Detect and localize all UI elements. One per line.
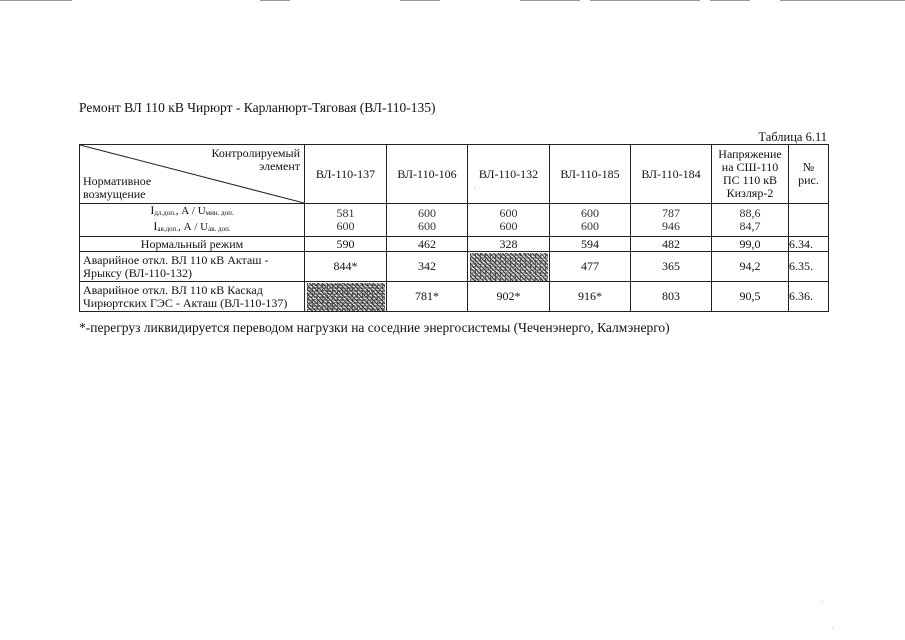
limits-label: $I_{дл.доп.}$, А / $U_{мин. доп.}$ $I_{ав.доп.}$, А / $U_{ав. доп.}$ [80,204,305,237]
figure-number-cell: 6.35. [789,252,829,282]
scan-speck [822,601,823,602]
row-label: Аварийное откл. ВЛ 110 кВ Каскад Чирюртских ГЭС - Акташ (ВЛ-110-137) [80,282,305,312]
limit-voltage-cell: 88,6 84,7 [712,204,789,237]
limits-row [80,204,829,237]
results-table [79,144,829,312]
value-cell: 342 [387,252,468,282]
table-row [80,237,829,252]
value-cell: 462 [387,237,468,252]
table-row [80,282,829,312]
scan-edge-rule [260,0,290,1]
disconnected-element-cell [468,252,550,282]
scan-speck [832,628,833,629]
scan-edge-rule [780,0,905,1]
figure-number-cell: 6.34. [789,237,829,252]
disturbance-label: Нормативное возмущение [83,174,152,201]
voltage-header: Напряжение на СШ-110 ПС 110 кВ Кизляр-2 [712,145,789,204]
column-header: ВЛ-110-106 [387,145,468,204]
scan-edge-rule [520,0,580,1]
scan-edge-rule [0,0,72,1]
row-label: Аварийное откл. ВЛ 110 кВ Акташ - Ярыксу (ВЛ-110-132) [80,252,305,282]
scan-edge-rule [400,0,440,1]
column-header: ВЛ-110-184 [631,145,712,204]
controlled-element-label: Контролируемый элемент [211,146,300,173]
empty-cell [789,204,829,237]
scan-noise-fill [307,283,385,311]
value-cell: 328 [468,237,550,252]
value-cell: 844* [305,252,387,282]
value-cell: 477 [550,252,631,282]
column-header: ВЛ-110-137 [305,145,387,204]
disconnected-element-cell [305,282,387,312]
figure-number-cell: 6.36. [789,282,829,312]
limit-value-cell: 600 600 [387,204,468,237]
value-cell: 590 [305,237,387,252]
value-cell: 594 [550,237,631,252]
value-cell: 803 [631,282,712,312]
voltage-cell: 90,5 [712,282,789,312]
voltage-cell: 94,2 [712,252,789,282]
value-cell: 365 [631,252,712,282]
figure-number-header: № рис. [789,145,829,204]
scan-edge-rule [710,0,750,1]
limit-value-cell: 581 600 [305,204,387,237]
column-header: ВЛ-110-132 [468,145,550,204]
limit-value-cell: 600 600 [468,204,550,237]
limit-value-cell: 600 600 [550,204,631,237]
value-cell: 916* [550,282,631,312]
header-row [80,145,829,204]
scan-noise-fill [470,253,548,281]
row-label: Нормальный режим [80,237,305,252]
corner-header-cell [80,145,305,204]
value-cell: 781* [387,282,468,312]
table-number: Таблица 6.11 [758,130,827,144]
column-header: ВЛ-110-185 [550,145,631,204]
table-row [80,252,829,282]
scan-edge-rule [590,0,700,1]
scan-speck [474,187,475,188]
limit-value-cell: 787 946 [631,204,712,237]
footnote: *-перегруз ликвидируется переводом нагрузки на соседние энергосистемы (Чеченэнерго, Калмэнерго) [79,320,670,335]
value-cell: 482 [631,237,712,252]
value-cell: 902* [468,282,550,312]
document-title: Ремонт ВЛ 110 кВ Чирюрт - Карланюрт-Тяговая (ВЛ-110-135) [79,100,436,115]
voltage-cell: 99,0 [712,237,789,252]
